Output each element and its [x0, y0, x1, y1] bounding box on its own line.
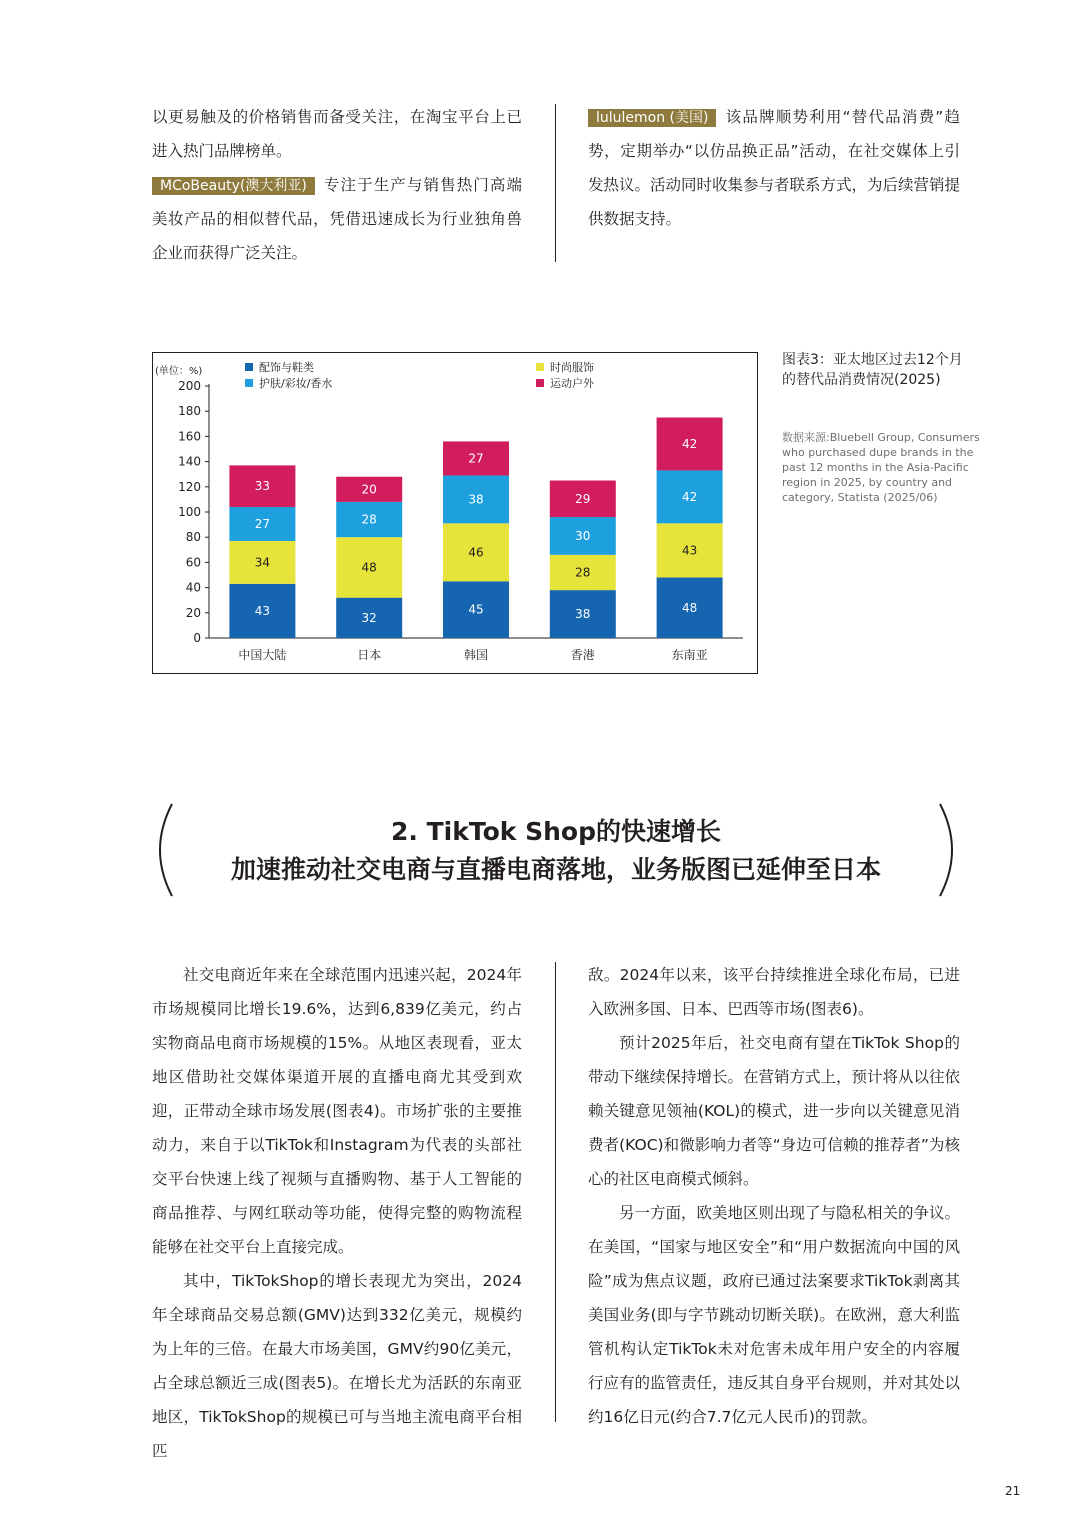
bar-value-label: 29 — [575, 491, 591, 506]
legend-label: 时尚服饰 — [550, 361, 594, 374]
body-left-paragraph-2: 其中，TikTokShop的增长表现尤为突出，2024年全球商品交易总额(GMV)达到332亿美元，规模约为上年的三倍。在最大市场美国，GMV约90亿美元，占全球总额近三成(图表5)。在增长尤为活跃的东南亚地区，TikTokShop的规模已可与当地主流电商平台相匹 — [152, 1272, 522, 1460]
brand-tag-mcobeauty: MCoBeauty(澳大利亚) — [152, 177, 315, 195]
legend-label: 运动户外 — [550, 377, 594, 390]
legend-label: 配饰与鞋类 — [259, 361, 314, 374]
bar-value-label: 48 — [681, 600, 698, 615]
brand-tag-lululemon: lululemon (美国) — [588, 109, 716, 127]
body-left-paragraph-1: 社交电商近年来在全球范围内迅速兴起，2024年市场规模同比增长19.6%，达到6,839亿美元，约占实物商品电商市场规模的15%。从地区表现看，亚太地区借助社交媒体渠道开展的直播电商尤其受到欢迎，正带动全球市场发展(图表4)。市场扩张的主要推动力，来自于以TikTok和Instagram为代表的头部社交平台快速上线了视频与直播购物、基于人工智能的商品推荐、与网红联动等功能，使得完整的购物流程能够在社交平台上直接完成。 — [152, 966, 522, 1256]
top-left-paragraph-2-text: 专注于生产与销售热门高端美妆产品的相似替代品，凭借迅速成长为行业独角兽企业而获得广泛关注。 — [152, 176, 522, 262]
bar-value-label: 27 — [254, 516, 271, 531]
x-category-label: 东南亚 — [671, 648, 708, 662]
bar-value-label: 30 — [575, 528, 591, 543]
x-category-label: 中国大陆 — [238, 648, 287, 662]
bar-value-label: 43 — [254, 603, 271, 618]
bar-value-label: 34 — [254, 555, 271, 570]
bar-value-label: 32 — [361, 610, 377, 625]
bar-value-label: 48 — [361, 560, 377, 575]
bar-value-label: 28 — [361, 512, 377, 527]
unit-label: (单位：%) — [155, 366, 203, 377]
chart-caption — [782, 350, 982, 390]
legend-label: 护肤/彩妆/香水 — [259, 377, 333, 390]
bar-value-label: 20 — [361, 482, 377, 497]
bar-value-label: 38 — [468, 492, 484, 507]
top-left-column — [152, 100, 522, 270]
x-category-label: 韩国 — [463, 648, 489, 662]
y-tick-label: 0 — [193, 631, 201, 645]
body-right-paragraph-2: 预计2025年后，社交电商有望在TikTok Shop的带动下继续保持增长。在营销方式上，预计将从以往依赖关键意见领袖(KOL)的模式，进一步向以关键意见消费者(KOC)和微影响力者等“身边可信赖的推荐者”为核心的社区电商模式倾斜。 — [588, 1034, 961, 1188]
y-tick-label: 40 — [185, 580, 201, 595]
bar-value-label: 27 — [468, 451, 484, 466]
bar-value-label: 33 — [254, 479, 271, 494]
body-right-column — [588, 958, 960, 1434]
top-right-paragraph-1 — [588, 100, 960, 236]
body-column-divider — [555, 962, 556, 1422]
legend-swatch — [536, 379, 544, 387]
legend-swatch — [536, 363, 544, 371]
y-tick-label: 200 — [178, 379, 201, 393]
top-right-paragraph-1-text: 该品牌顺势利用“替代品消费”趋势，定期举办“以仿品换正品”活动，在社交媒体上引发热议。活动同时收集参与者联系方式，为后续营销提供数据支持。 — [588, 108, 961, 228]
chart-caption-line-1: 图表3：亚太地区过去12个月 — [782, 352, 963, 368]
body-right-paragraph-1: 敌。2024年以来，该平台持续推进全球化布局，已进入欧洲多国、日本、巴西等市场(图表6)。 — [588, 966, 960, 1018]
bar-value-label: 45 — [468, 602, 484, 617]
body-right-paragraph-3: 另一方面，欧美地区则出现了与隐私相关的争议。在美国，“国家与地区安全”和“用户数据流向中国的风险”成为焦点议题，政府已通过法案要求TikTok剥离其美国业务(即与字节跳动切断关联)。在欧洲，意大利监管机构认定TikTok未对危害未成年用户安全的内容履行应有的监管责任，违反其自身平台规则，并对其处以约16亿日元(约合7.7亿元人民币)的罚款。 — [588, 1204, 961, 1426]
top-left-paragraph-2 — [152, 168, 522, 270]
y-tick-label: 160 — [178, 429, 201, 444]
x-category-label: 香港 — [570, 648, 595, 662]
chart-frame — [152, 352, 758, 674]
section-title: 2. TikTok Shop的快速增长 — [391, 817, 721, 846]
y-tick-label: 140 — [178, 454, 201, 469]
legend-swatch — [245, 379, 253, 387]
y-tick-label: 80 — [185, 530, 201, 545]
top-right-column — [588, 100, 960, 236]
top-left-paragraph-1: 以更易触及的价格销售而备受关注，在淘宝平台上已进入热门品牌榜单。 — [152, 108, 522, 160]
chart-source: 数据来源:Bluebell Group, Consumers who purchased dupe brands in the past 12 months in the Asia-Pacific region in 2025, by country and category, Statista (2025/06) — [782, 431, 980, 504]
bar-value-label: 43 — [681, 543, 698, 558]
stacked-bar-chart — [153, 353, 756, 672]
legend-swatch — [245, 363, 253, 371]
y-tick-label: 60 — [185, 555, 201, 570]
y-tick-label: 100 — [178, 505, 201, 519]
bar-value-label: 28 — [575, 565, 591, 580]
section-subtitle: 加速推动社交电商与直播电商落地，业务版图已延伸至日本 — [230, 855, 881, 884]
bar-value-label: 46 — [468, 545, 484, 560]
bar-value-label: 42 — [681, 436, 698, 451]
bar-value-label: 38 — [575, 607, 591, 622]
y-tick-label: 20 — [185, 605, 201, 620]
bar-value-label: 42 — [681, 489, 698, 504]
x-category-label: 日本 — [357, 648, 382, 662]
y-tick-label: 180 — [178, 404, 201, 419]
chart-caption-line-2: 的替代品消费情况(2025) — [782, 372, 941, 388]
page-number: 21 — [1005, 1484, 1021, 1498]
top-column-divider — [555, 104, 556, 262]
body-left-column — [152, 958, 522, 1468]
section-heading — [152, 800, 960, 900]
y-tick-label: 120 — [178, 479, 201, 494]
